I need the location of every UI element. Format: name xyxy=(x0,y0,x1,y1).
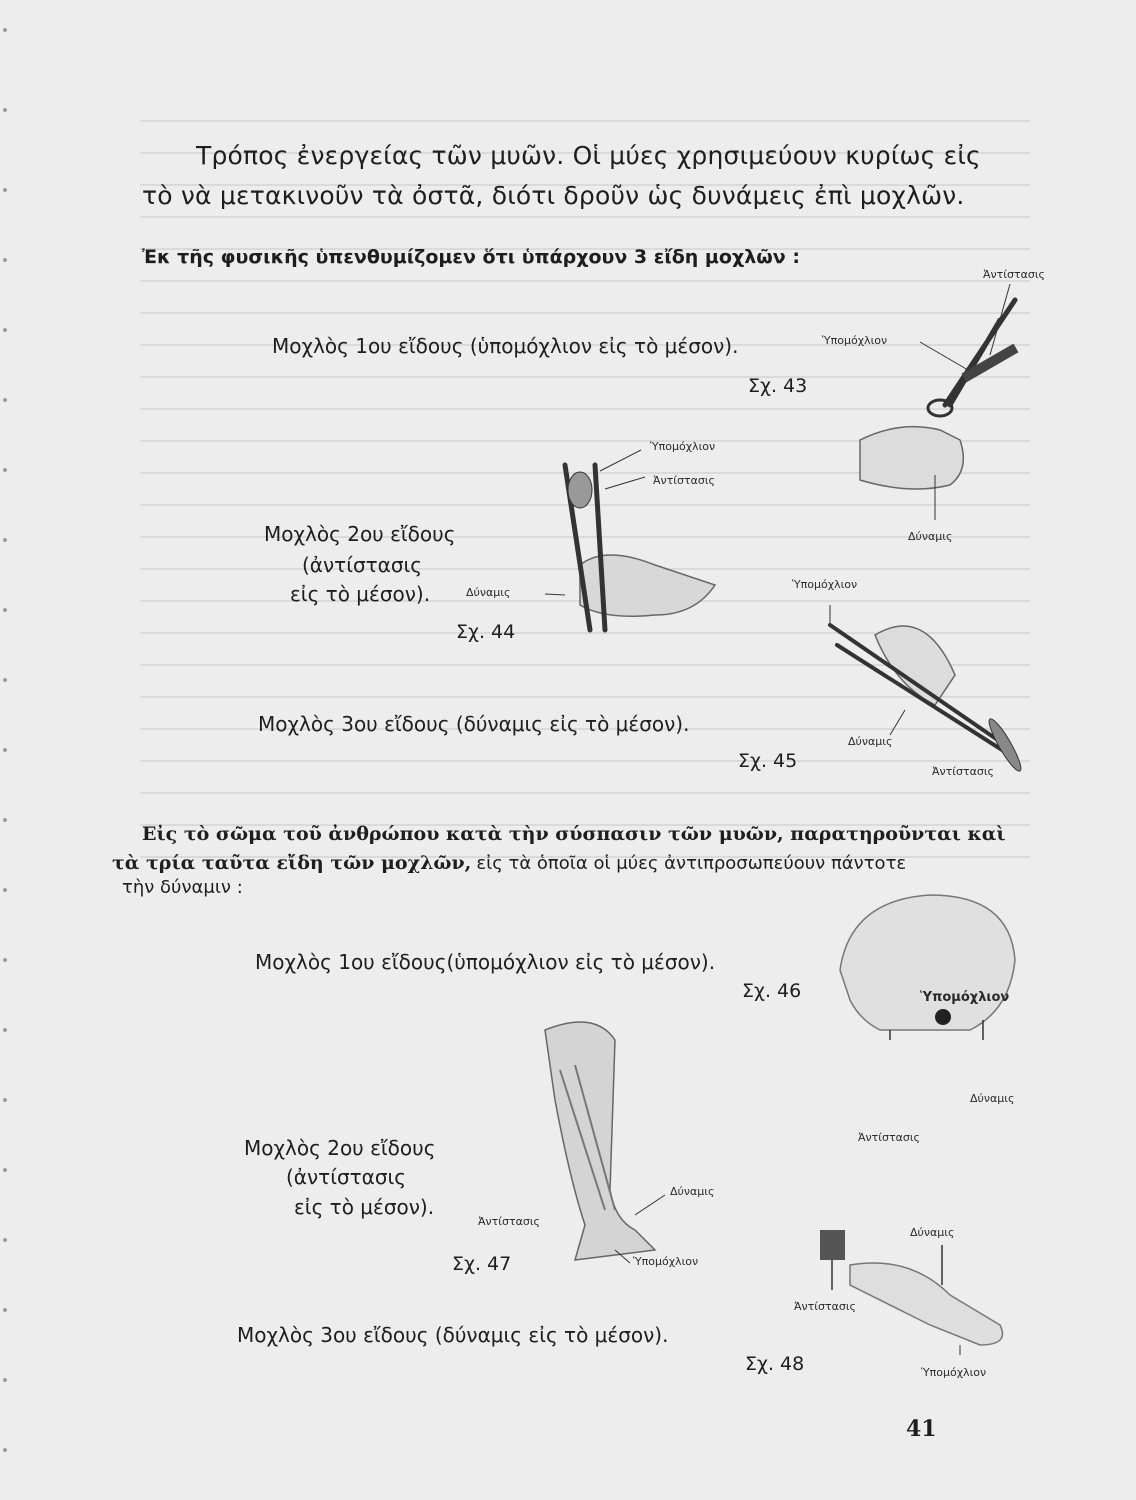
body-plain-line-2: εἰς τὰ ὁποῖα οἱ μύες ἀντιπροσωπεύουν πάντοτε xyxy=(476,853,907,874)
heading-line-1: Τρόπος ἐνεργείας τῶν μυῶν. Οἱ μύες χρησιμεύουν κυρίως εἰς xyxy=(196,141,981,170)
body-lever-1-caption: Μοχλὸς 1ου εἴδους(ὑπομόχλιον εἰς τὸ μέσον). xyxy=(255,950,716,974)
fig44-fulcrum-label: Ὑπομόχλιον xyxy=(650,440,716,453)
scissors-illustration xyxy=(840,280,1040,520)
fig45-force-label: Δύναμις xyxy=(848,735,893,748)
fig47-resistance-label: Ἀντίστασις xyxy=(478,1215,541,1228)
body-lever-2-caption-line-2: (ἀντίστασις xyxy=(286,1165,407,1189)
fig-46-label: Σχ. 46 xyxy=(742,980,802,1002)
tongs-illustration xyxy=(815,595,1035,785)
lever-1-caption: Μοχλὸς 1ου εἴδους (ὑπομόχλιον εἰς τὸ μέσον). xyxy=(272,334,739,358)
body-bold-line-2: τὰ τρία ταῦτα εἴδη τῶν μοχλῶν, xyxy=(112,852,472,874)
body-lever-3-caption: Μοχλὸς 3ου εἴδους (δύναμις εἰς τὸ μέσον). xyxy=(237,1323,669,1347)
lever-2-caption-line-2: (ἀντίστασις xyxy=(302,553,423,577)
fig-45-label: Σχ. 45 xyxy=(738,750,798,772)
fig-43-label: Σχ. 43 xyxy=(748,375,808,397)
lever-2-caption-line-3: εἰς τὸ μέσον). xyxy=(290,582,431,606)
fig46-force-label: Δύναμις xyxy=(970,1092,1015,1105)
fig43-resistance-label: Ἀντίστασις xyxy=(983,268,1046,281)
heading-line-2: τὸ νὰ μετακινοῦν τὰ ὀστᾶ, διότι δροῦν ὡς δυνάμεις ἐπὶ μοχλῶν. xyxy=(142,181,965,210)
fig48-force-label: Δύναμις xyxy=(910,1226,955,1239)
body-plain-line-3: τὴν δύναμιν : xyxy=(122,877,243,898)
leg-illustration xyxy=(515,1010,685,1270)
body-lever-2-caption-line-3: εἰς τὸ μέσον). xyxy=(294,1195,435,1219)
fig48-fulcrum-label: Ὑπομόχλιον xyxy=(921,1366,987,1379)
fig46-resistance-label: Ἀντίστασις xyxy=(858,1131,921,1144)
fig-47-label: Σχ. 47 xyxy=(452,1253,512,1275)
intro-text: Ἐκ τῆς φυσικῆς ὑπενθυμίζομεν ὅτι ὑπάρχουν 3 εἴδη μοχλῶν : xyxy=(142,246,800,268)
fig44-force-label: Δύναμις xyxy=(466,586,511,599)
lever-2-caption-line-1: Μοχλὸς 2ου εἴδους xyxy=(264,522,456,546)
fig-48-label: Σχ. 48 xyxy=(745,1353,805,1375)
fig45-fulcrum-label: Ὑπομόχλιον xyxy=(792,578,858,591)
lever-3-caption: Μοχλὸς 3ου εἴδους (δύναμις εἰς τὸ μέσον). xyxy=(258,712,690,736)
head-illustration xyxy=(810,880,1030,1040)
fig43-force-label: Δύναμις xyxy=(908,530,953,543)
page-number: 41 xyxy=(906,1416,937,1442)
body-bold-line-1: Εἰς τὸ σῶμα τοῦ ἀνθρώπου κατὰ τὴν σύσπασιν τῶν μυῶν, παρατηροῦνται καὶ xyxy=(142,823,1006,845)
fig47-force-label: Δύναμις xyxy=(670,1185,715,1198)
fig43-fulcrum-label: Ὑπομόχλιον xyxy=(822,334,888,347)
fig45-resistance-label: Ἀντίστασις xyxy=(932,765,995,778)
fig47-fulcrum-label: Ὑπομόχλιον xyxy=(633,1255,699,1268)
binding-holes xyxy=(0,0,14,1500)
fig48-resistance-label: Ἀντίστασις xyxy=(794,1300,857,1313)
fig-44-label: Σχ. 44 xyxy=(456,621,516,643)
body-lever-2-caption-line-1: Μοχλὸς 2ου εἴδους xyxy=(244,1136,436,1160)
fig44-resistance-label: Ἀντίστασις xyxy=(653,474,716,487)
body-line-2 xyxy=(112,852,906,874)
fig46-fulcrum-label: Ὑπομόχλιον xyxy=(920,990,1010,1005)
